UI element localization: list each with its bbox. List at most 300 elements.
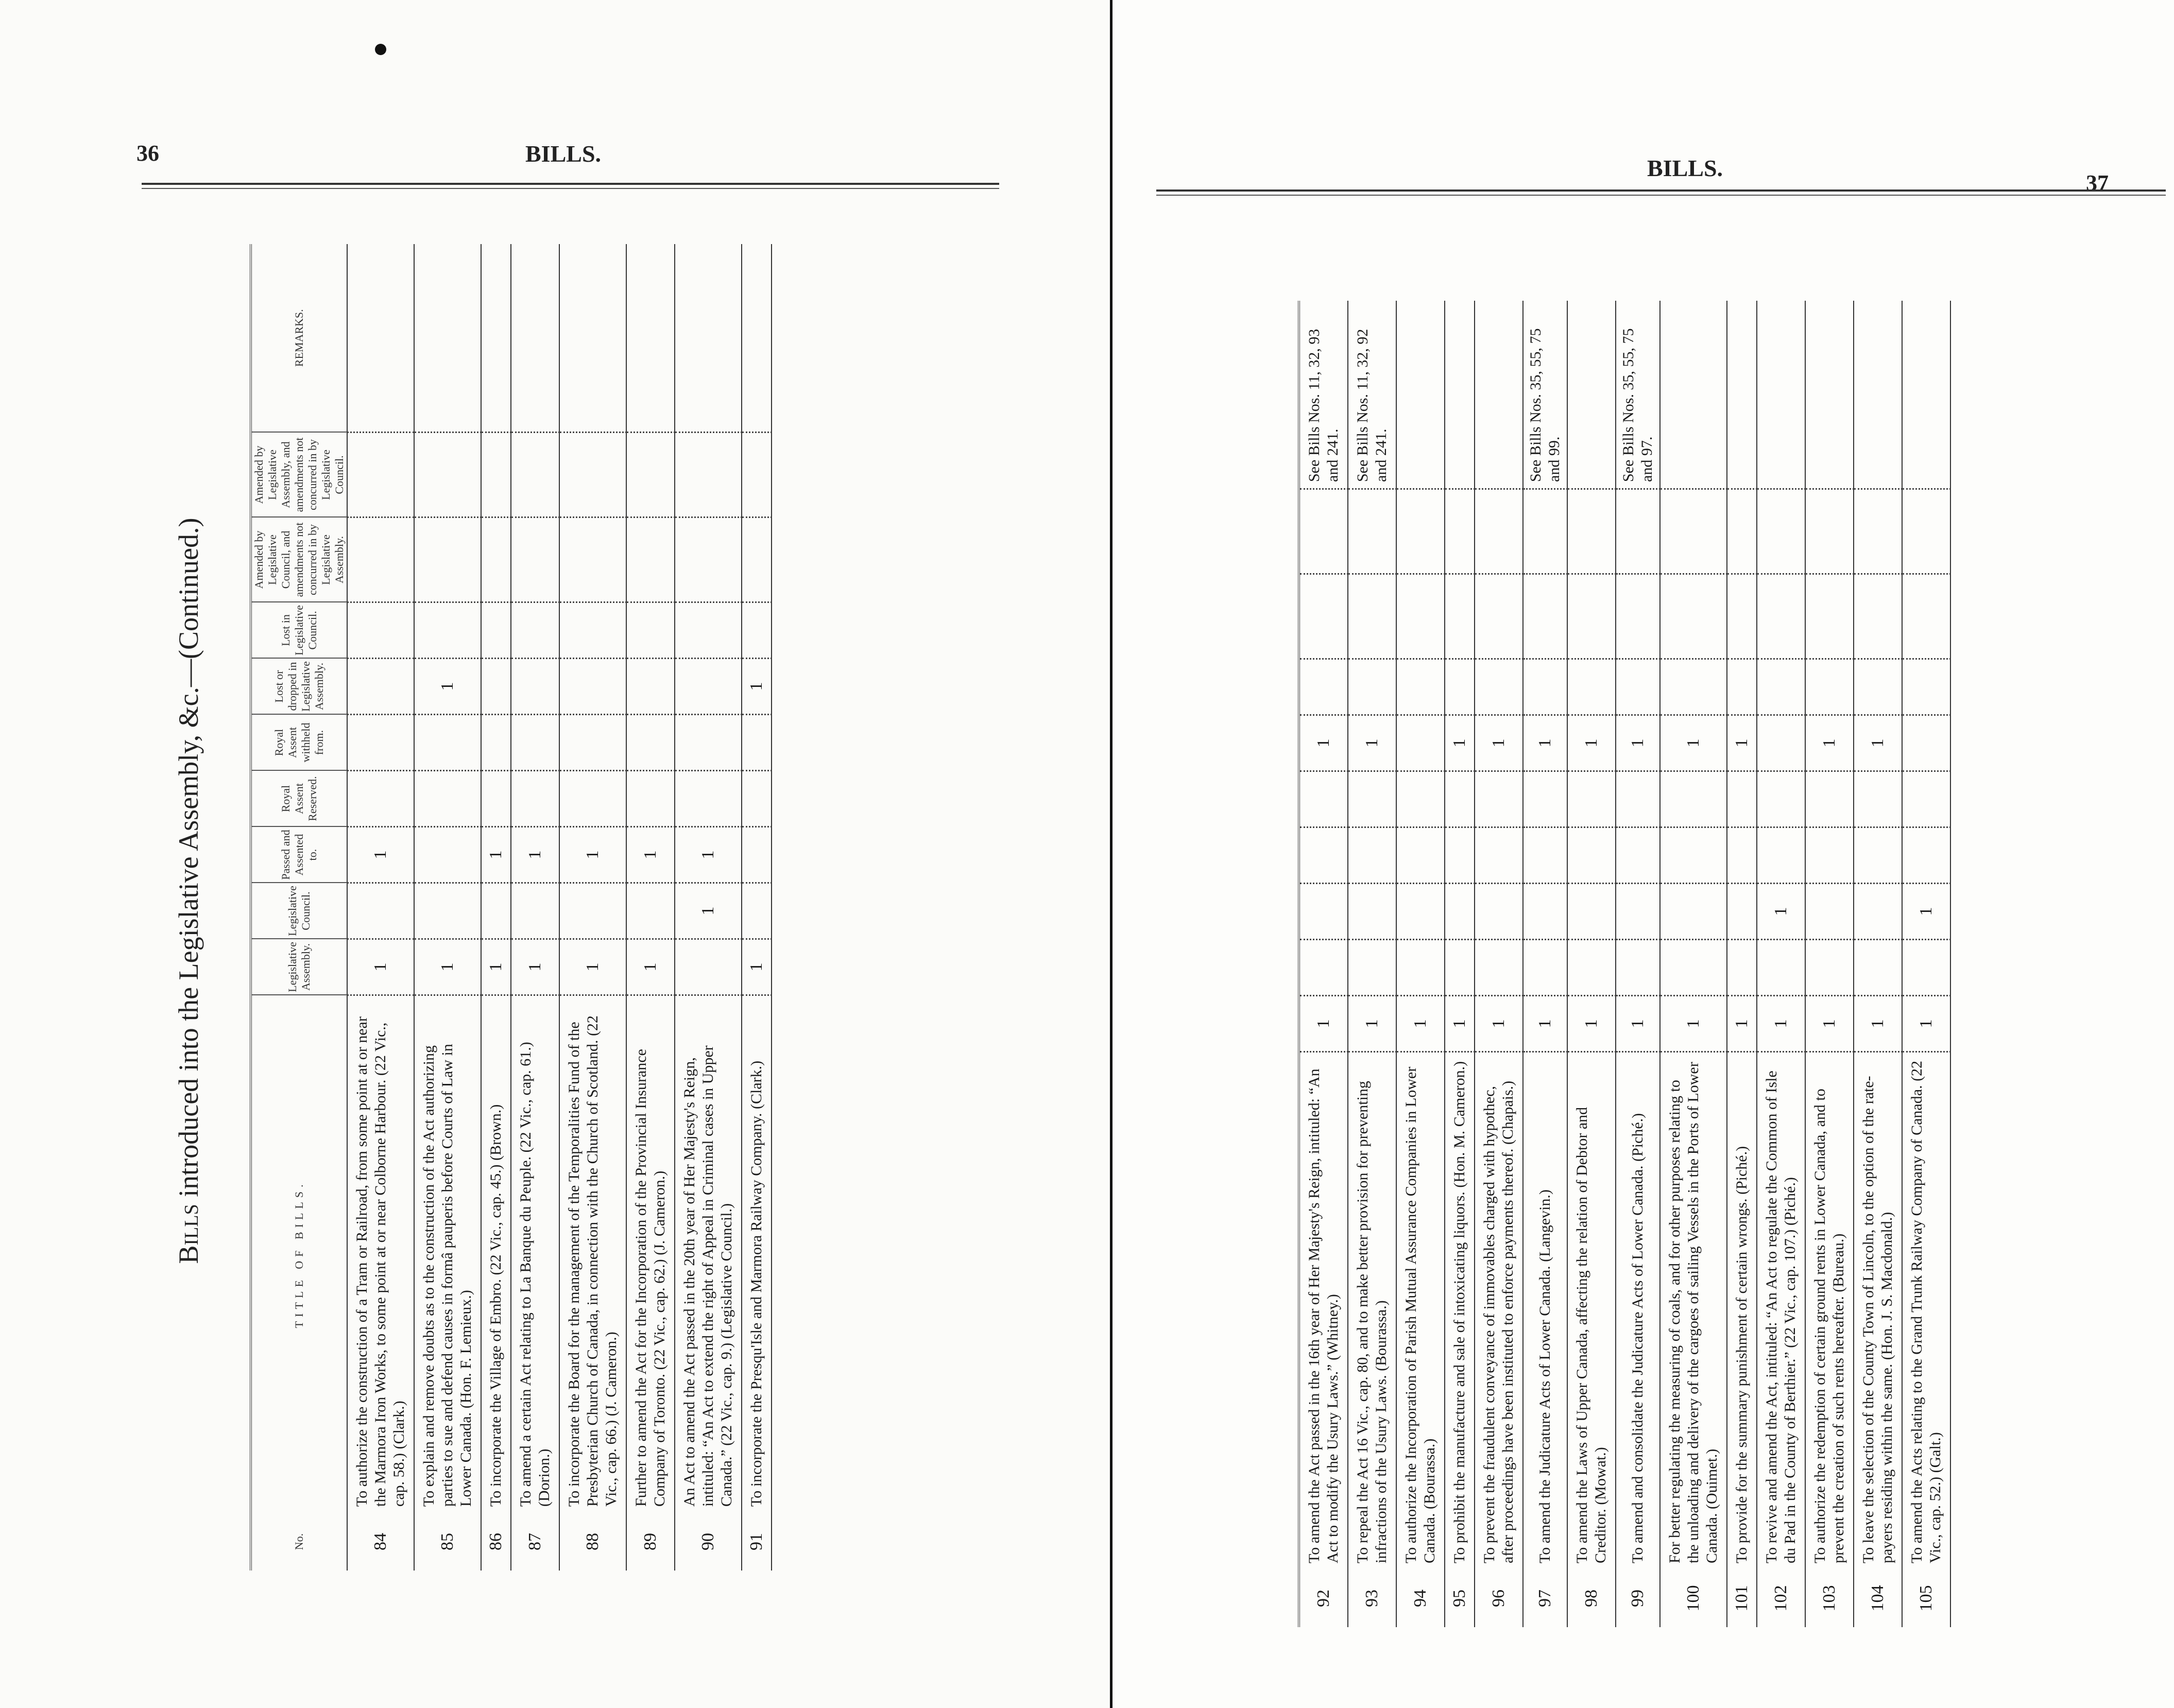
mark-am-lc [1616,574,1660,659]
mark-la: 1 [414,939,481,995]
mark-am-lc [626,517,675,602]
mark-withheld [1299,771,1348,827]
bill-number: 89 [626,1513,675,1571]
mark-am-la [481,433,511,517]
bill-remarks [675,244,742,433]
bill-remarks [626,244,675,433]
mark-am-lc [1475,574,1523,659]
bill-number: 88 [559,1513,626,1571]
mark-lost-lc [1854,659,1902,715]
bill-title: To leave the selection of the County Town of Lincoln, to the option of the rate-payers residing within the same. (Hon. J. S. Macdonald.) [1854,1052,1902,1570]
mark-passed [1616,884,1660,940]
table-row [675,244,742,1571]
bill-title: To amend the Act passed in the 16th year of Her Majesty's Reign, intituled: “An Act to modify the Usury Laws.” (Whitney.) [1299,1052,1348,1570]
mark-lost-la: 1 [1475,715,1523,771]
mark-withheld [1475,771,1523,827]
mark-reserved [742,771,772,827]
bill-remarks [1805,301,1854,489]
mark-am-lc [1902,574,1950,659]
col-withheld: Royal Assent withheld from. [251,715,347,771]
mark-lc [742,883,772,939]
bill-remarks: See Bills Nos. 11, 32, 92 and 241. [1348,301,1396,489]
mark-lc [1445,940,1475,996]
bill-title: To authorize the Incorporation of Parish Mutual Assurance Companies in Lower Canada. (Bourassa.) [1396,1052,1445,1570]
bill-remarks [1660,301,1727,489]
mark-lost-lc [1616,659,1660,715]
bill-number: 103 [1805,1569,1854,1627]
bill-number: 97 [1523,1569,1567,1627]
bill-number: 92 [1299,1569,1348,1627]
mark-lost-la [1396,715,1445,771]
bill-number: 85 [414,1513,481,1571]
mark-am-lc [1757,574,1805,659]
mark-passed [1854,884,1902,940]
right-page [1112,0,2174,1708]
mark-withheld [1616,771,1660,827]
bill-number: 94 [1396,1569,1445,1627]
mark-la [675,939,742,995]
mark-lost-lc [742,602,772,659]
col-remarks: REMARKS. [251,244,347,433]
mark-la: 1 [742,939,772,995]
table-row [1567,301,1616,1627]
mark-am-lc [414,517,481,602]
table-row [559,244,626,1571]
mark-reserved [1299,827,1348,884]
mark-lost-la: 1 [1445,715,1475,771]
mark-reserved [1616,827,1660,884]
table-row [1902,301,1950,1627]
mark-reserved [347,771,414,827]
bill-title: To authorize the construction of a Tram or Railroad, from some point at or near the Marmora Iron Works, to some point at or near Colborne Harbour. (22 Vic., cap. 58.) (Clark.) [347,995,414,1513]
mark-lost-lc [1757,659,1805,715]
mark-lost-la: 1 [1567,715,1616,771]
bill-remarks [481,244,511,433]
table-row [1727,301,1757,1627]
table-row [511,244,559,1571]
bill-number: 102 [1757,1569,1805,1627]
table-row [1805,301,1854,1627]
header-rule-left [142,183,999,185]
mark-withheld [1757,771,1805,827]
mark-am-lc [742,517,772,602]
mark-lc [1616,940,1660,996]
bill-remarks [559,244,626,433]
mark-am-la [347,433,414,517]
bill-remarks [742,244,772,433]
mark-lost-lc [1396,659,1445,715]
col-amended-lc: Amended by Legislative Council, and amendments not concurred in by Legislative Assembly. [251,517,347,602]
bill-title: To revive and amend the Act, intituled: “An Act to regulate the Common of Isle du Pad in the County of Berthier.” (22 Vic., cap. 107.) (Piché.) [1757,1052,1805,1570]
bill-number: 100 [1660,1569,1727,1627]
mark-lost-la: 1 [1523,715,1567,771]
mark-lost-lc [1902,659,1950,715]
mark-la: 1 [481,939,511,995]
bills-table-right [1298,301,1951,1627]
mark-am-lc [1854,574,1902,659]
mark-passed [1445,884,1475,940]
mark-lost-la: 1 [742,659,772,715]
table-row [1854,301,1902,1627]
mark-la: 1 [1396,996,1445,1052]
mark-reserved [1445,827,1475,884]
mark-la: 1 [1854,996,1902,1052]
mark-am-lc [1567,574,1616,659]
right-rotated-table [1236,221,2070,1627]
mark-lc [1902,940,1950,996]
mark-am-lc [347,517,414,602]
mark-la: 1 [347,939,414,995]
bill-title: To incorporate the Village of Embro. (22 Vic., cap. 45.) (Brown.) [481,995,511,1513]
mark-lost-la: 1 [414,659,481,715]
mark-lc [1523,940,1567,996]
col-no: No. [251,1513,347,1571]
bill-title: To incorporate the Board for the management of the Temporalities Fund of the Presbyterian Church of Canada, in connection with the Church of Scotland. (22 Vic., cap. 66.) (J. Cameron.) [559,995,626,1513]
mark-am-la [1475,489,1523,574]
mark-withheld [1727,771,1757,827]
mark-withheld [675,715,742,771]
mark-withheld [1348,771,1396,827]
mark-lost-la: 1 [1348,715,1396,771]
bill-remarks [414,244,481,433]
mark-lc [1475,940,1523,996]
mark-lc [414,883,481,939]
mark-lost-lc [1805,659,1854,715]
mark-passed [1523,884,1567,940]
header-rule-left-thin [142,188,999,189]
bills-table-left [250,244,772,1571]
mark-lc: 1 [675,883,742,939]
mark-lost-la: 1 [1616,715,1660,771]
bill-remarks [1757,301,1805,489]
mark-reserved [1660,827,1727,884]
table-row [1757,301,1805,1627]
bills-body-left [347,244,772,1571]
col-amended-la: Amended by Legislative Assembly, and amendments not concurred in by Legislative Council. [251,433,347,517]
mark-la: 1 [1445,996,1475,1052]
mark-am-la [1299,489,1348,574]
left-rotated-table [173,211,1033,1571]
mark-passed: 1 [1902,884,1950,940]
mark-passed [1396,884,1445,940]
mark-reserved [1757,827,1805,884]
mark-am-lc [481,517,511,602]
mark-am-lc [1299,574,1348,659]
mark-la: 1 [1616,996,1660,1052]
mark-lost-la [675,659,742,715]
mark-withheld [1854,771,1902,827]
mark-reserved [1902,827,1950,884]
bill-title: To amend the Judicature Acts of Lower Canada. (Langevin.) [1523,1052,1567,1570]
mark-am-la [1805,489,1854,574]
mark-am-lc [1396,574,1445,659]
mark-lc [1757,940,1805,996]
mark-am-la [1523,489,1567,574]
mark-passed: 1 [626,827,675,883]
mark-passed [1805,884,1854,940]
mark-la: 1 [1475,996,1523,1052]
bill-remarks [1727,301,1757,489]
mark-reserved [414,771,481,827]
mark-la: 1 [1805,996,1854,1052]
bill-title: To amend the Acts relating to the Grand Trunk Railway Company of Canada. (22 Vic., cap. 52.) (Galt.) [1902,1052,1950,1570]
bill-title: To amend the Laws of Upper Canada, affecting the relation of Debtor and Creditor. (Mowat.) [1567,1052,1616,1570]
mark-am-la [1348,489,1396,574]
mark-reserved [626,771,675,827]
bill-number: 90 [675,1513,742,1571]
bill-title: To provide for the summary punishment of certain wrongs. (Piché.) [1727,1052,1757,1570]
header-rule-right-thin [1156,195,2166,196]
mark-lost-lc [511,602,559,659]
mark-am-la [675,433,742,517]
bill-number: 86 [481,1513,511,1571]
table-row [742,244,772,1571]
bill-remarks [1445,301,1475,489]
mark-la: 1 [559,939,626,995]
mark-la: 1 [1660,996,1727,1052]
ink-blot [375,44,386,55]
table-caption-left: Bills introduced into the Legislative Assembly, &c.—(Continued.) [173,517,204,1264]
mark-lost-la [559,659,626,715]
running-head-left: BILLS. [525,141,602,167]
col-lost-la: Lost or dropped in Legislative Assembly. [251,659,347,715]
mark-lc [1727,940,1757,996]
bill-title: For better regulating the measuring of coals, and for other purposes relating to the unloading and delivery of the cargoes of sailing Vessels in the Ports of Lower Canada. (Ouimet.) [1660,1052,1727,1570]
mark-la: 1 [1523,996,1567,1052]
bill-number: 91 [742,1513,772,1571]
mark-la: 1 [1567,996,1616,1052]
mark-reserved [675,771,742,827]
running-head-right: BILLS. [1647,155,1723,181]
mark-lost-lc [1348,659,1396,715]
mark-am-lc [1348,574,1396,659]
mark-withheld [1660,771,1727,827]
mark-la: 1 [1348,996,1396,1052]
bill-number: 99 [1616,1569,1660,1627]
mark-am-la [414,433,481,517]
table-row [347,244,414,1571]
mark-la: 1 [1299,996,1348,1052]
mark-passed [1348,884,1396,940]
bill-remarks [1475,301,1523,489]
bill-remarks [511,244,559,433]
mark-lost-la [511,659,559,715]
page-number-right: 37 [2086,170,2109,196]
mark-lc [511,883,559,939]
bill-title: Further to amend the Act for the Incorporation of the Provincial Insurance Company of Toronto. (22 Vic., cap. 62.) (J. Cameron.) [626,995,675,1513]
bill-title: To authorize the redemption of certain ground rents in Lower Canada, and to prevent the creation of such rents hereafter. (Bureau.) [1805,1052,1854,1570]
mark-withheld [511,715,559,771]
mark-lc [1396,940,1445,996]
mark-withheld [559,715,626,771]
mark-am-lc [1523,574,1567,659]
mark-lc [1660,940,1727,996]
mark-lost-lc [1475,659,1523,715]
col-lc: Legislative Council. [251,883,347,939]
mark-am-la [742,433,772,517]
mark-am-la [1396,489,1445,574]
mark-reserved [1727,827,1757,884]
mark-am-lc [675,517,742,602]
table-row [481,244,511,1571]
mark-reserved [1567,827,1616,884]
mark-lc [1348,940,1396,996]
mark-la: 1 [626,939,675,995]
mark-lost-lc [626,602,675,659]
mark-reserved [559,771,626,827]
mark-lost-lc [1727,659,1757,715]
bill-title: To amend a certain Act relating to La Banque du Peuple. (22 Vic., cap. 61.) (Dorion.) [511,995,559,1513]
mark-passed: 1 [511,827,559,883]
table-row [1523,301,1567,1627]
mark-am-lc [1660,574,1727,659]
mark-withheld [1445,771,1475,827]
mark-lc [1854,940,1902,996]
mark-am-la [1660,489,1727,574]
bill-title: An Act to amend the Act passed in the 20th year of Her Majesty's Reign, intituled: “An Act to extend the right of Appeal in Criminal cases in Upper Canada.” (22 Vic., cap. 9.) (Legislative Council.) [675,995,742,1513]
page-number-left: 36 [136,141,159,166]
mark-am-la [1567,489,1616,574]
mark-lost-la [347,659,414,715]
mark-reserved [1348,827,1396,884]
mark-lost-lc [559,602,626,659]
mark-lc [347,883,414,939]
mark-passed: 1 [481,827,511,883]
mark-lost-la: 1 [1727,715,1757,771]
col-reserved: Royal Assent Reserved. [251,771,347,827]
mark-passed: 1 [675,827,742,883]
bill-remarks: See Bills Nos. 35, 55, 75 and 99. [1523,301,1567,489]
table-row [414,244,481,1571]
mark-am-la [559,433,626,517]
mark-withheld [1805,771,1854,827]
mark-lost-lc [1445,659,1475,715]
header-rule-right [1156,189,2166,192]
mark-reserved [511,771,559,827]
mark-am-lc [1727,574,1757,659]
mark-am-la [1902,489,1950,574]
mark-withheld [481,715,511,771]
mark-la: 1 [1727,996,1757,1052]
mark-reserved [1805,827,1854,884]
bill-title: To repeal the Act 16 Vic., cap. 80, and to make better provision for preventing infractions of the Usury Laws. (Bourassa.) [1348,1052,1396,1570]
table-row [1299,301,1348,1627]
bill-number: 98 [1567,1569,1616,1627]
mark-withheld [1396,771,1445,827]
table-row [1475,301,1523,1627]
bill-number: 95 [1445,1569,1475,1627]
mark-lc [1567,940,1616,996]
table-row [626,244,675,1571]
table-row [1616,301,1660,1627]
table-row [1660,301,1727,1627]
col-lost-lc: Lost in Legislative Council. [251,602,347,659]
mark-la: 1 [1902,996,1950,1052]
bill-title: To prevent the fraudulent conveyance of immovables charged with hypothec, after proceedings have been instituted to enforce payments thereof. (Chapais.) [1475,1052,1523,1570]
bill-number: 104 [1854,1569,1902,1627]
bill-number: 101 [1727,1569,1757,1627]
mark-passed [742,827,772,883]
bill-remarks [347,244,414,433]
mark-lc [559,883,626,939]
mark-am-la [1727,489,1757,574]
mark-lc [1299,940,1348,996]
mark-passed: 1 [559,827,626,883]
bill-number: 93 [1348,1569,1396,1627]
bills-body-right [1299,301,1950,1627]
bill-remarks [1902,301,1950,489]
mark-am-lc [511,517,559,602]
bill-number: 105 [1902,1569,1950,1627]
mark-passed [1727,884,1757,940]
mark-lc [626,883,675,939]
table-row [1445,301,1475,1627]
bill-remarks: See Bills Nos. 11, 32, 93 and 241. [1299,301,1348,489]
mark-am-la [511,433,559,517]
mark-passed: 1 [1757,884,1805,940]
mark-lost-la [1757,715,1805,771]
mark-am-lc [559,517,626,602]
mark-lost-lc [1299,659,1348,715]
mark-reserved [1523,827,1567,884]
bill-remarks [1396,301,1445,489]
mark-lost-la: 1 [1299,715,1348,771]
mark-lost-la: 1 [1660,715,1727,771]
mark-reserved [1396,827,1445,884]
table-row [1348,301,1396,1627]
mark-am-la [626,433,675,517]
mark-passed [1567,884,1616,940]
mark-reserved [1854,827,1902,884]
mark-withheld [414,715,481,771]
mark-am-la [1854,489,1902,574]
mark-am-lc [1805,574,1854,659]
mark-lost-lc [1523,659,1567,715]
bill-title: To prohibit the manufacture and sale of intoxicating liquors. (Hon. M. Cameron.) [1445,1052,1475,1570]
mark-withheld [347,715,414,771]
bill-title: To amend and consolidate the Judicature Acts of Lower Canada. (Piché.) [1616,1052,1660,1570]
mark-lost-la [626,659,675,715]
bill-number: 96 [1475,1569,1523,1627]
bill-remarks [1567,301,1616,489]
mark-am-la [1616,489,1660,574]
mark-lc [1805,940,1854,996]
mark-passed [1660,884,1727,940]
mark-la: 1 [511,939,559,995]
bill-title: To incorporate the Presqu'Isle and Marmora Railway Company. (Clark.) [742,995,772,1513]
mark-la: 1 [1757,996,1805,1052]
table-row [1396,301,1445,1627]
col-passed: Passed and Assented to. [251,827,347,883]
mark-lc [481,883,511,939]
mark-lost-la: 1 [1854,715,1902,771]
mark-withheld [1902,771,1950,827]
mark-withheld [1523,771,1567,827]
bill-number: 84 [347,1513,414,1571]
bill-number: 87 [511,1513,559,1571]
mark-reserved [1475,827,1523,884]
mark-reserved [481,771,511,827]
mark-passed [1475,884,1523,940]
mark-passed [1299,884,1348,940]
mark-am-la [1757,489,1805,574]
mark-lost-lc [1567,659,1616,715]
mark-lost-lc [414,602,481,659]
mark-lost-la [1902,715,1950,771]
mark-lost-lc [1660,659,1727,715]
mark-lost-la: 1 [1805,715,1854,771]
bill-remarks [1854,301,1902,489]
